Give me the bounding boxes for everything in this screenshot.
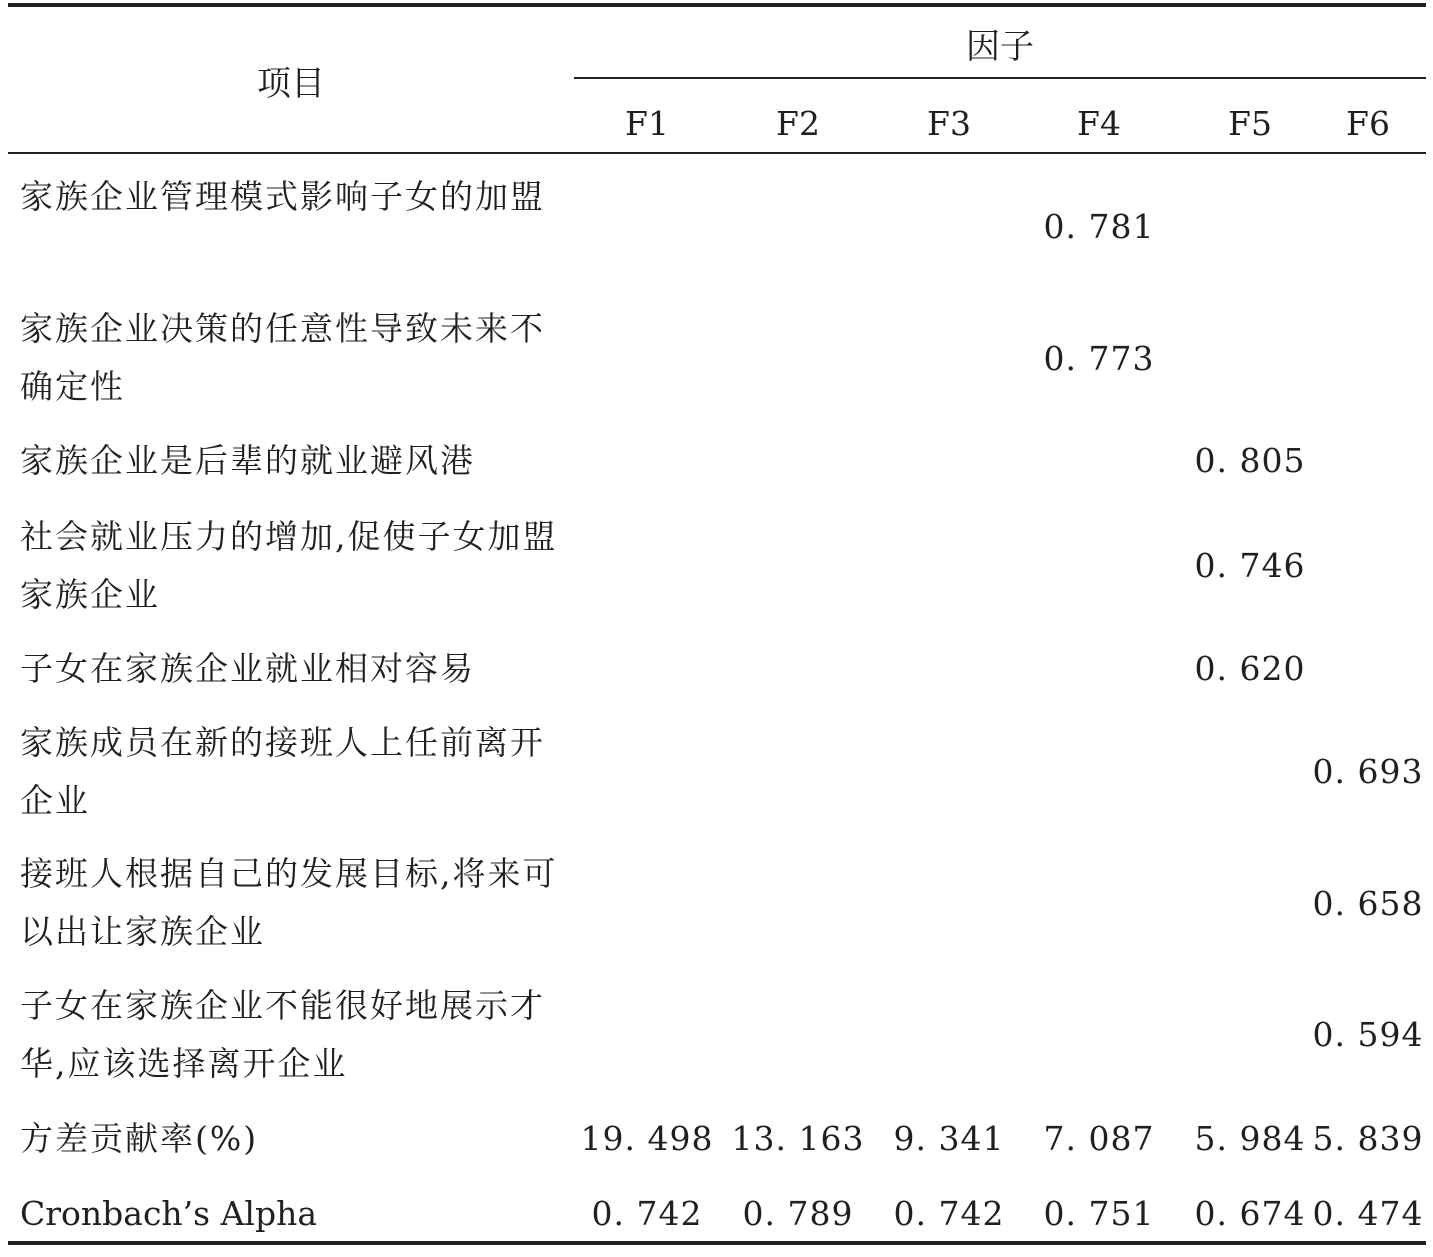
header-factor: 因子 xyxy=(966,27,1034,67)
row-value: 0. 805 xyxy=(1194,441,1306,480)
alpha-value-f1: 0. 742 xyxy=(591,1194,703,1233)
row-label: 家族企业决策的任意性导致未来不确定性 xyxy=(20,309,545,406)
alpha-value-f2: 0. 789 xyxy=(742,1194,854,1233)
row-value: 0. 658 xyxy=(1312,884,1424,923)
column-header-f4: F4 xyxy=(1077,104,1121,143)
variance-value-f5: 5. 984 xyxy=(1194,1119,1306,1158)
variance-value-f6: 5. 839 xyxy=(1312,1119,1424,1158)
alpha-value-f4: 0. 751 xyxy=(1043,1194,1155,1233)
column-header-f6: F6 xyxy=(1346,104,1390,143)
row-label: 子女在家族企业不能很好地展示才华,应该选择离开企业 xyxy=(20,986,545,1083)
top-rule xyxy=(8,3,1426,7)
row-label: 家族成员在新的接班人上任前离开企业 xyxy=(20,723,545,820)
alpha-value-f6: 0. 474 xyxy=(1312,1194,1424,1233)
alpha-label: Cronbach’s Alpha xyxy=(20,1194,318,1233)
variance-value-f4: 7. 087 xyxy=(1043,1119,1155,1158)
column-header-f5: F5 xyxy=(1228,104,1272,143)
column-header-f3: F3 xyxy=(927,104,971,143)
alpha-value-f5: 0. 674 xyxy=(1194,1194,1306,1233)
row-label: 接班人根据自己的发展目标,将来可以出让家族企业 xyxy=(20,854,558,951)
row-value: 0. 594 xyxy=(1312,1015,1424,1054)
column-header-f1: F1 xyxy=(625,104,669,143)
variance-label: 方差贡献率(%) xyxy=(20,1119,259,1158)
variance-value-f2: 13. 163 xyxy=(731,1119,865,1158)
header-item: 项目 xyxy=(257,64,325,104)
row-value: 0. 746 xyxy=(1194,546,1306,585)
alpha-value-f3: 0. 742 xyxy=(893,1194,1005,1233)
row-label: 子女在家族企业就业相对容易 xyxy=(20,649,475,688)
row-label: 家族企业是后辈的就业避风港 xyxy=(20,441,475,480)
row-value: 0. 620 xyxy=(1194,649,1306,688)
variance-value-f1: 19. 498 xyxy=(580,1119,714,1158)
row-label: 社会就业压力的增加,促使子女加盟家族企业 xyxy=(20,517,558,614)
variance-value-f3: 9. 341 xyxy=(893,1119,1005,1158)
row-label: 家族企业管理模式影响子女的加盟 xyxy=(20,177,545,216)
row-value: 0. 693 xyxy=(1312,752,1424,791)
row-value: 0. 781 xyxy=(1043,207,1155,246)
row-value: 0. 773 xyxy=(1043,339,1155,378)
column-header-f2: F2 xyxy=(776,104,820,143)
